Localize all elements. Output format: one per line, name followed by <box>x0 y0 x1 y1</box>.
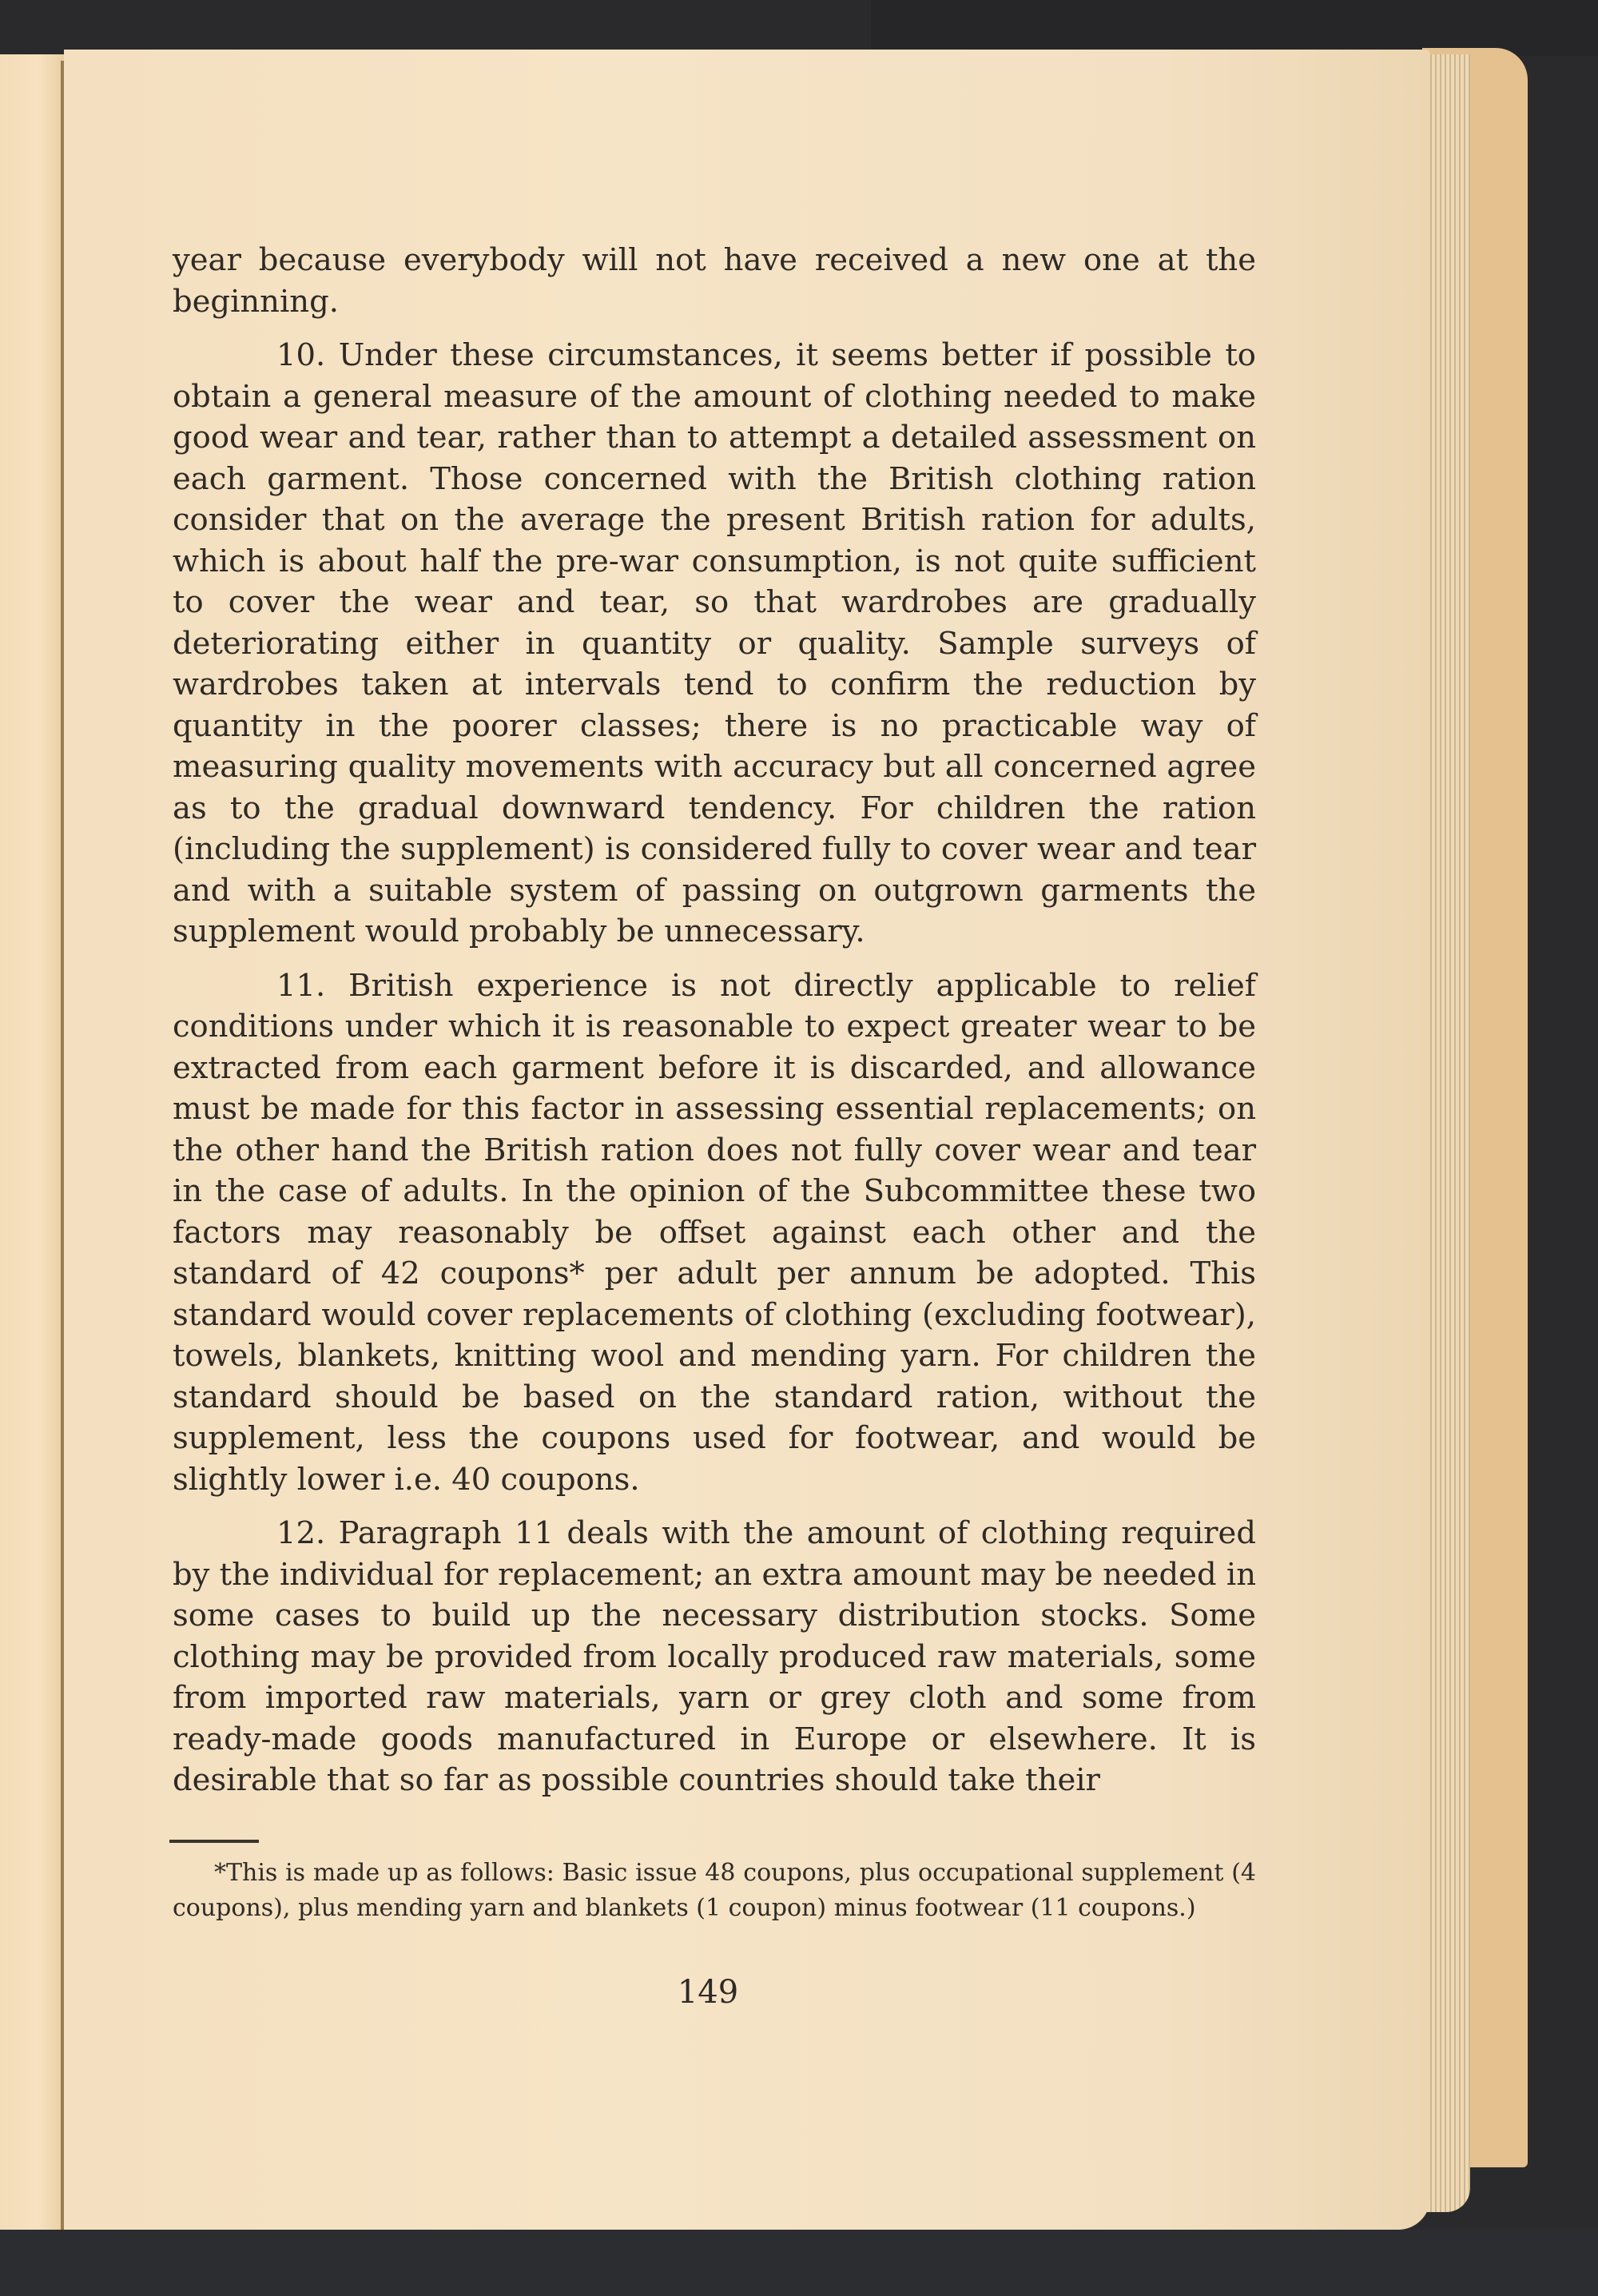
footnote-divider <box>169 1840 259 1843</box>
paragraph-text: Under these circumstances, it seems better if possible to obtain a general measure of the amount of clothing needed to make good wear and tear, rather than to attempt a detailed assessment on each garment. Those concerned with the British clothing ration consider that on the average the present British ration for adults, which is about half the pre-war consumption, is not quite sufficient to cover the wear and tear, so that wardrobes are gradually deteriorating either in quantity or quality. Sample surveys of wardrobes taken at intervals tend to confirm the reduction by quantity in the poorer classes; there is no practicable way of measuring quality movements with accuracy but all concerned agree as to the gradual downward tendency. For children the ration (including the supplement) is considered fully to cover wear and tear and with a suitable system of passing on outgrown garments the supplement would probably be unnecessary. <box>173 337 1256 949</box>
background-surface-bottom <box>0 2230 1598 2296</box>
continuation-text: year because everybody will not have received a new one at the beginning. <box>173 242 1256 320</box>
paragraph-text: British experience is not directly applicable to relief conditions under which it is reasonable to expect greater wear to be extracted from each garment before it is discarded, and allowance must be made for this factor in assessing essential replacements; on the other hand the British ration does not fully cover wear and tear in the case of adults. In the opinion of the Subcommittee these two factors may reasonably be offset against each other and the standard of 42 coupons* per adult per annum be adopted. This standard would cover replacements of clothing (excluding footwear), towels, blankets, knitting wool and mending yarn. For children the standard should be based on the standard ration, without the supplement, less the coupons used for footwear, and would be slightly lower i.e. 40 coupons. <box>173 967 1256 1498</box>
paragraph-number: 10. <box>276 337 326 373</box>
footnote: *This is made up as follows: Basic issue 48 coupons, plus occupational supplement (4 coupons), plus mending yarn and blankets (1 coupon) minus footwear (11 coupons.) <box>173 1859 1256 1922</box>
body-text <box>173 240 1256 1801</box>
paragraph-number: 12. <box>276 1515 326 1551</box>
paragraph-11 <box>173 965 1256 1501</box>
page-number: 149 <box>677 1974 739 2011</box>
left-page-edge <box>0 54 64 2230</box>
paragraph-10 <box>173 335 1256 953</box>
paragraph-12 <box>173 1513 1256 1801</box>
paragraph-text: Paragraph 11 deals with the amount of clothing required by the individual for replacement; an extra amount may be needed in some cases to build up the necessary distribution stocks. Some clothing may be provided from locally produced raw materials, some from imported raw materials, yarn or grey cloth and some from ready-made goods manufactured in Europe or elsewhere. It is desirable that so far as possible countries should take their <box>173 1515 1256 1798</box>
book-gutter <box>61 61 64 2230</box>
paragraph-number: 11. <box>276 967 326 1004</box>
